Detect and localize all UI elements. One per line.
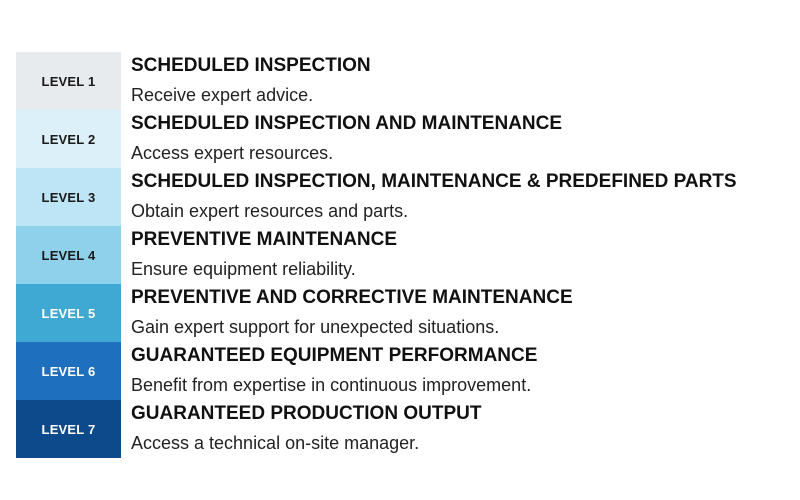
level-badge-3: LEVEL 3 bbox=[16, 168, 121, 226]
level-description-1: Receive expert advice. bbox=[131, 85, 314, 105]
level-content-6 bbox=[121, 342, 537, 400]
level-description-2: Access expert resources. bbox=[131, 143, 334, 163]
level-description-4: Ensure equipment reliability. bbox=[131, 259, 356, 279]
level-badge-7: LEVEL 7 bbox=[16, 400, 121, 458]
level-title-3: SCHEDULED INSPECTION, MAINTENANCE & PREDEFINED PARTS bbox=[131, 171, 737, 192]
level-badge-4: LEVEL 4 bbox=[16, 226, 121, 284]
level-badge-5: LEVEL 5 bbox=[16, 284, 121, 342]
level-row-2 bbox=[16, 110, 786, 168]
level-row-1 bbox=[16, 52, 786, 110]
level-content-1 bbox=[121, 52, 371, 110]
level-badge-1: LEVEL 1 bbox=[16, 52, 121, 110]
level-badge-2: LEVEL 2 bbox=[16, 110, 121, 168]
level-title-6: GUARANTEED EQUIPMENT PERFORMANCE bbox=[131, 345, 538, 366]
level-description-5: Gain expert support for unexpected situations. bbox=[131, 317, 500, 337]
level-badge-6: LEVEL 6 bbox=[16, 342, 121, 400]
level-row-6 bbox=[16, 342, 786, 400]
level-content-7 bbox=[121, 400, 481, 458]
level-row-5 bbox=[16, 284, 786, 342]
level-title-2: SCHEDULED INSPECTION AND MAINTENANCE bbox=[131, 113, 563, 134]
level-content-4 bbox=[121, 226, 397, 284]
level-row-3 bbox=[16, 168, 786, 226]
level-content-3 bbox=[121, 168, 737, 226]
level-title-4: PREVENTIVE MAINTENANCE bbox=[131, 229, 398, 250]
service-levels-list bbox=[16, 52, 786, 458]
level-content-5 bbox=[121, 284, 573, 342]
level-row-4 bbox=[16, 226, 786, 284]
level-title-5: PREVENTIVE AND CORRECTIVE MAINTENANCE bbox=[131, 287, 573, 308]
level-description-7: Access a technical on-site manager. bbox=[131, 433, 420, 453]
level-description-6: Benefit from expertise in continuous improvement. bbox=[131, 375, 532, 395]
level-description-3: Obtain expert resources and parts. bbox=[131, 201, 409, 221]
level-title-1: SCHEDULED INSPECTION bbox=[131, 55, 371, 76]
level-row-7 bbox=[16, 400, 786, 458]
level-title-7: GUARANTEED PRODUCTION OUTPUT bbox=[131, 403, 482, 424]
level-content-2 bbox=[121, 110, 562, 168]
